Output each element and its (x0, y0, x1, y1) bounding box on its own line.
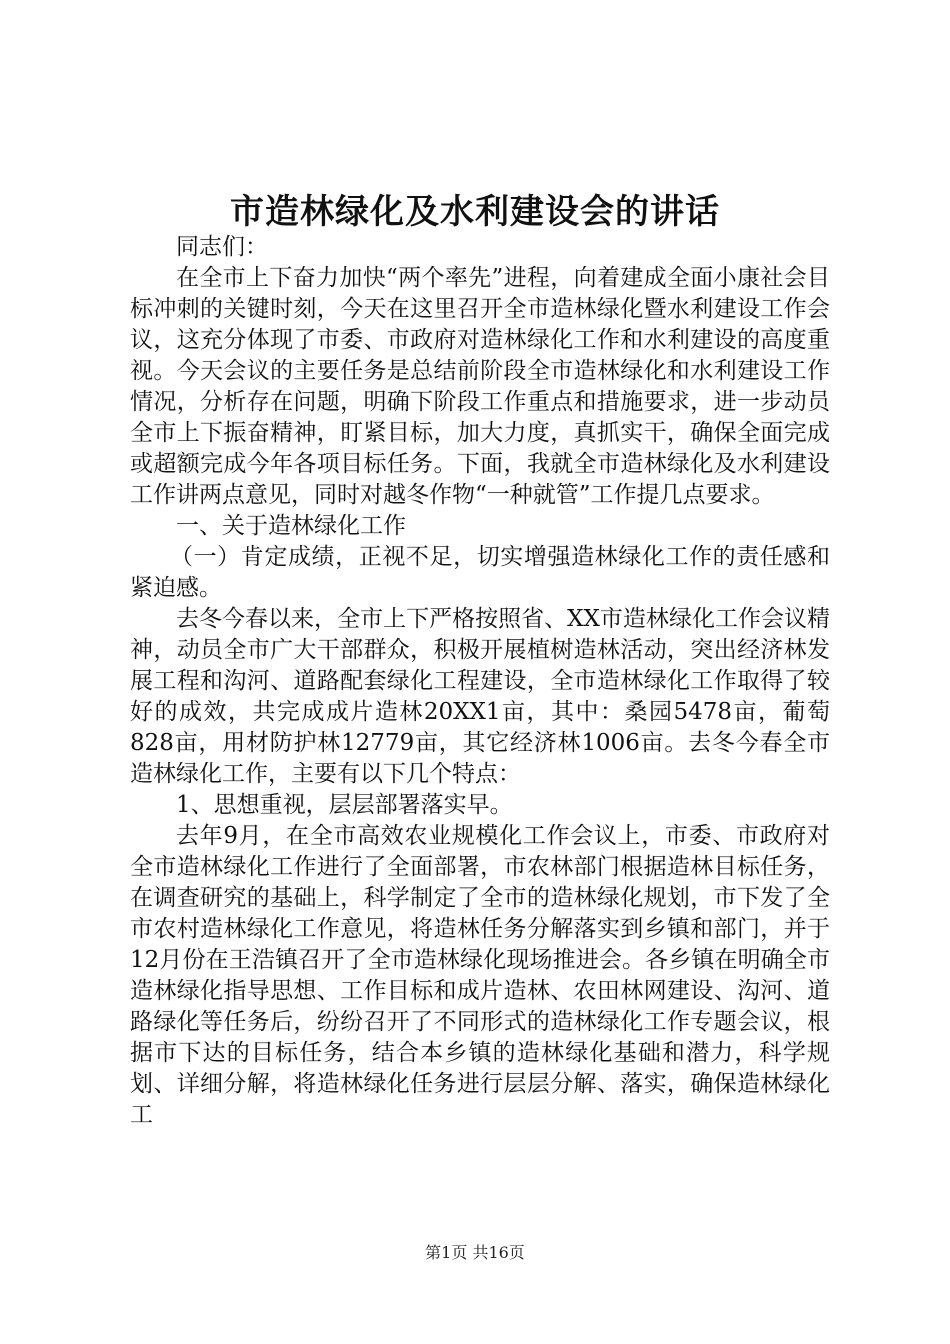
page-footer: 第1页 共16页 (425, 1243, 525, 1262)
point-heading: 1、思想重视，层层部署落实早。 (176, 792, 513, 818)
page-title: 市造林绿化及水利建设会的讲话 (230, 192, 720, 232)
achievement-paragraph: 去冬今春以来，全市上下严格按照省、XX市造林绿化工作会议精神，动员全市广大干部群众，积极开展植树造林活动，突出经济林发展工程和沟河、道路配套绿化工程建设，全市造林绿化工作取得了较好的成效，共完成成片造林20XX1亩，其中：桑园5478亩，葡萄828亩，用材防护林12779亩，其它经济林1006亩。去冬今春全市造林绿化工作，主要有以下几个特点： (130, 606, 830, 787)
intro-paragraph: 在全市上下奋力加快“两个率先”进程，向着建成全面小康社会目标冲刺的关键时刻，今天在这里召开全市造林绿化暨水利建设工作会议，这充分体现了市委、市政府对造林绿化工作和水利建设的高度重视。今天会议的主要任务是总结前阶段全市造林绿化和水利建设工作情况，分析存在问题，明确下阶段工作重点和措施要求，进一步动员全市上下振奋精神，盯紧目标，加大力度，真抓实干，确保全面完成或超额完成今年各项目标任务。下面，我就全市造林绿化及水利建设工作讲两点意见，同时对越冬作物“一种就管”工作提几点要求。 (130, 265, 830, 508)
section-heading: 一、关于造林绿化工作 (176, 513, 406, 539)
detail-paragraph: 去年9月，在全市高效农业规模化工作会议上，市委、市政府对全市造林绿化工作进行了全面部署，市农林部门根据造林目标任务，在调查研究的基础上，科学制定了全市的造林绿化规划，市下发了全市农村造林绿化工作意见，将造林任务分解落实到乡镇和部门，并于12月份在王浩镇召开了全市造林绿化现场推进会。各乡镇在明确全市造林绿化指导思想、工作目标和成片造林、农田林网建设、沟河、道路绿化等任务后，纷纷召开了不同形式的造林绿化工作专题会议，根据市下达的目标任务，结合本乡镇的造林绿化基础和潜力，科学规划、详细分解，将造林绿化任务进行层层分解、落实，确保造林绿化工 (130, 823, 830, 1128)
subsection-heading: （一）肯定成绩，正视不足，切实增强造林绿化工作的责任感和紧迫感。 (130, 544, 830, 601)
salutation-paragraph: 同志们： (176, 234, 268, 260)
document-body (130, 232, 830, 1131)
